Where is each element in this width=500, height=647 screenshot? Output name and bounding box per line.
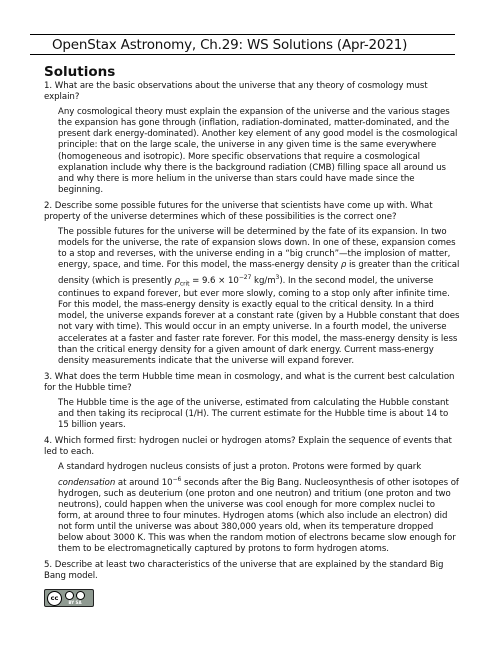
question-5: 5. Describe at least two characteristics of the universe that are explained by the standard Big Bang model. [44, 560, 444, 582]
rho-crit-symbol: ρ [174, 275, 180, 286]
answer-2-part-e: ). In the second model, the universe continues to expand forever, but ever more slowly, coming to a stop only after infinite time. For this model, the mass-energy density is exactly equal to the critical density. In a third model, the universe expands forever at a constant rate (given by a Hubble constant that does not vary with time). This would occur in an empty universe. In a fourth model, the universe accelerates at a faster and faster rate forever. For this model, the mass-energy density is less than the critical energy density for a given amount of dark energy. Current mass-energy density measurements indicate that the universe will expand forever. [58, 275, 460, 366]
answer-2-part-a: The possible futures for the universe will be determined by the fate of its expansion. In two models for the universe, the rate of expansion slows down. In one of these, expansion comes to a stop and reverses, with the universe ending in a “big crunch”—the implosion of matter, energy, space, and time. For this model, the mass-energy density [58, 227, 456, 271]
answer-4 [58, 462, 460, 555]
page-title: OpenStax Astronomy, Ch.29: WS Solutions (Apr-2021) [52, 37, 408, 53]
page-header [30, 34, 455, 55]
question-3: 3. What does the term Hubble time mean in cosmology, and what is the current best calculation for the Hubble time? [44, 371, 455, 393]
question-4: 4. Which formed first: hydrogen nuclei or hydrogen atoms? Explain the sequence of events that led to each. [44, 436, 452, 458]
answer-3: The Hubble time is the age of the universe, estimated from calculating the Hubble constant and then taking its reciprocal (1/H). The current estimate for the Hubble time is about 14 to 15 billion years. [58, 398, 449, 431]
solutions-content [44, 64, 460, 586]
solutions-heading: Solutions [44, 64, 116, 80]
cc-license-label: BY SA [68, 600, 82, 605]
cc-license-badge [44, 589, 94, 607]
question-2: 2. Describe some possible futures for the universe that scientists have come up with. What property of the universe determines which of these possibilities is the correct one? [44, 200, 433, 223]
answer-4-part-c: seconds after the Big Bang. Nucleosynthesis of other isotopes of hydrogen, such as deuterium (one proton and one neutron) and tritium (one proton and two neutrons), could happen when the universe was cool enough for more complex nuclei to form, at around three to four minutes. Hydrogen atoms (which also include an electron) did not form until the universe was about 380,000 years old, when its temperature dropped below about 3000 K. This was when the random motion of electrons became slow enough for them to be electromagnetically captured by protons to form hydrogen atoms. [58, 477, 459, 554]
by-icon [65, 591, 74, 600]
cc-icon: cc [47, 591, 62, 606]
answer-2-part-c: = 9.6 × 10 [189, 275, 239, 286]
answer-4-part-b: at around 10 [115, 477, 173, 488]
answer-2-part-b: is greater than the critical density (which is presently [58, 260, 460, 286]
rho-crit-subscript: crit [179, 280, 190, 288]
answer-2-part-d: kg/m [251, 275, 276, 286]
exponent-neg27: −27 [238, 273, 252, 281]
share-alike-icon [76, 591, 85, 600]
exponent-3: 3 [275, 273, 280, 281]
cc-attribution-icons [65, 591, 85, 605]
answer-4-part-a: A standard hydrogen nucleus consists of just a proton. Protons were formed by quark [58, 462, 422, 473]
answer-1: Any cosmological theory must explain the expansion of the universe and the various stages the expansion has gone through (inflation, radiation-dominated, matter-dominated, and the present dark energy-dominated). Another key element of any good model is the cosmological principle: that on the large scale, the universe in any given time is the same everywhere (homogeneous and isotropic). More specific observations that require a cosmological explanation include why there is the background radiation (CMB) filling space all around us and why there is more helium in the universe than stars could have made since the beginning. [58, 107, 458, 195]
answer-2 [58, 227, 460, 367]
rho-symbol: ρ [340, 260, 347, 271]
exponent-neg6: −6 [172, 475, 182, 483]
question-1: 1. What are the basic observations about the universe that any theory of cosmology must explain? [44, 81, 428, 103]
condensation-term: condensation [58, 477, 116, 488]
